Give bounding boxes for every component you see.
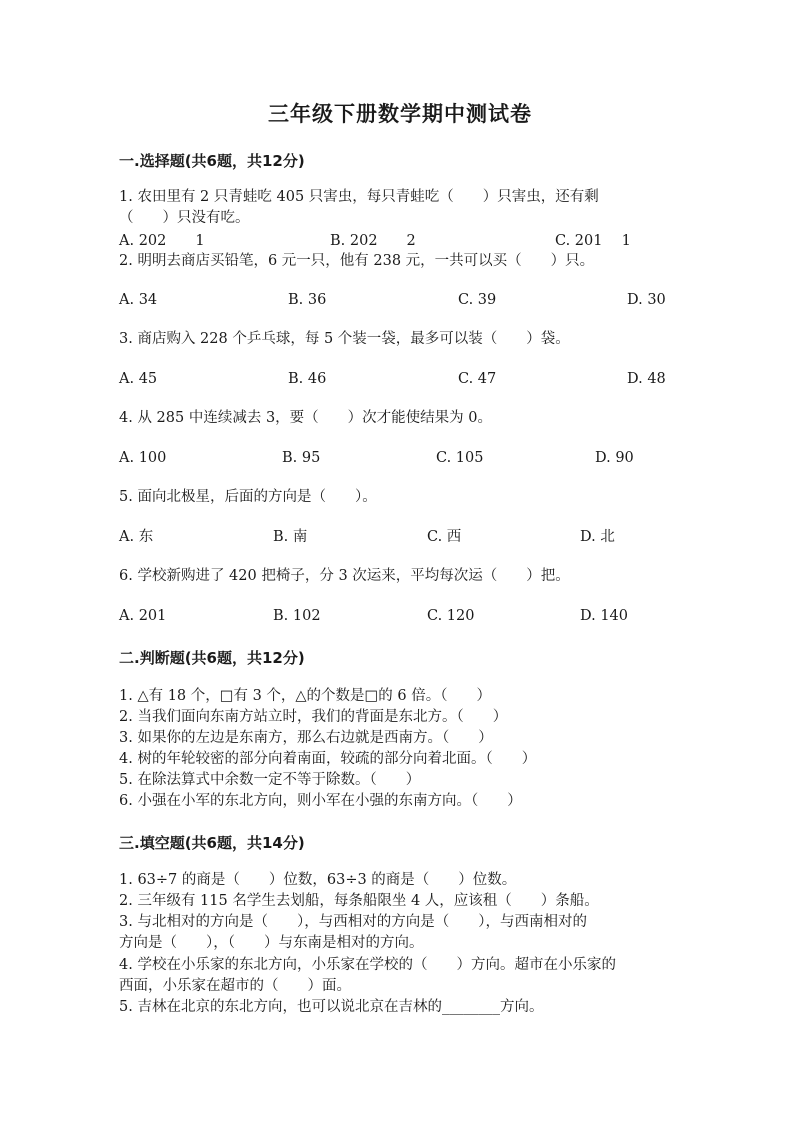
option: A. 202 1: [119, 233, 205, 249]
statement-line: 6. 小强在小军的东北方向，则小军在小强的东南方向。（ ）: [119, 793, 522, 809]
statement-line: 2. 当我们面向东南方站立时，我们的背面是东北方。（ ）: [119, 709, 508, 725]
section-heading-judgement: 二.判断题(共6题，共12分): [119, 649, 305, 667]
option: D. 90: [595, 450, 634, 466]
fill-line: 西面，小乐家在超市的（ ）面。: [119, 978, 351, 994]
statement-line: 3. 如果你的左边是东南方，那么右边就是西南方。（ ）: [119, 730, 493, 746]
option: C. 105: [436, 450, 484, 466]
option: B. 202 2: [330, 233, 416, 249]
option: C. 39: [458, 292, 497, 308]
section-heading-fill-in: 三.填空题(共6题，共14分): [119, 834, 305, 852]
question-line: 6. 学校新购进了 420 把椅子，分 3 次运来，平均每次运（ ）把。: [119, 568, 570, 584]
question-line: 3. 商店购入 228 个乒乓球，每 5 个装一袋，最多可以装（ ）袋。: [119, 331, 570, 347]
option: B. 102: [273, 608, 321, 624]
fill-line: 4. 学校在小乐家的东北方向，小乐家在学校的（ ）方向。超市在小乐家的: [119, 957, 616, 973]
fill-line: 方向是（ ），（ ）与东南是相对的方向。: [119, 935, 424, 951]
option: D. 48: [627, 371, 666, 387]
question-line: 1. 农田里有 2 只青蛙吃 405 只害虫，每只青蛙吃（ ）只害虫，还有剩: [119, 189, 599, 205]
statement-line: 1. △有 18 个，□有 3 个，△的个数是□的 6 倍。（ ）: [119, 688, 491, 704]
option: C. 西: [427, 529, 462, 545]
question-line: 4. 从 285 中连续减去 3，要（ ）次才能使结果为 0。: [119, 410, 493, 426]
option: D. 140: [580, 608, 629, 624]
option: B. 南: [273, 529, 308, 545]
fill-line: 1. 63÷7 的商是（ ）位数，63÷3 的商是（ ）位数。: [119, 872, 517, 888]
question-line: 2. 明明去商店买铅笔，6 元一只，他有 238 元，一共可以买（ ）只。: [119, 253, 595, 269]
option: C. 47: [458, 371, 497, 387]
question-line: 5. 面向北极星，后面的方向是（ ）。: [119, 489, 377, 505]
option: C. 201 1: [555, 233, 631, 249]
statement-line: 4. 树的年轮较密的部分向着南面，较疏的部分向着北面。（ ）: [119, 751, 537, 767]
option: A. 45: [119, 371, 158, 387]
option: B. 95: [282, 450, 321, 466]
section-heading-choice: 一.选择题(共6题，共12分): [119, 152, 305, 170]
page-title: 三年级下册数学期中测试卷: [268, 101, 532, 126]
fill-line: 3. 与北相对的方向是（ ），与西相对的方向是（ ），与西南相对的: [119, 914, 587, 930]
statement-line: 5. 在除法算式中余数一定不等于除数。（ ）: [119, 772, 421, 788]
fill-line: 5. 吉林在北京的东北方向，也可以说北京在吉林的________方向。: [119, 999, 544, 1015]
option: C. 120: [427, 608, 475, 624]
fill-line: 2. 三年级有 115 名学生去划船，每条船限坐 4 人，应该租（ ）条船。: [119, 893, 599, 909]
question-line: （ ）只没有吃。: [119, 210, 250, 226]
option: D. 30: [627, 292, 666, 308]
option: A. 东: [119, 529, 154, 545]
option: B. 36: [288, 292, 327, 308]
option: D. 北: [580, 529, 615, 545]
option: B. 46: [288, 371, 327, 387]
option: A. 34: [119, 292, 158, 308]
option: A. 201: [119, 608, 167, 624]
option: A. 100: [119, 450, 167, 466]
